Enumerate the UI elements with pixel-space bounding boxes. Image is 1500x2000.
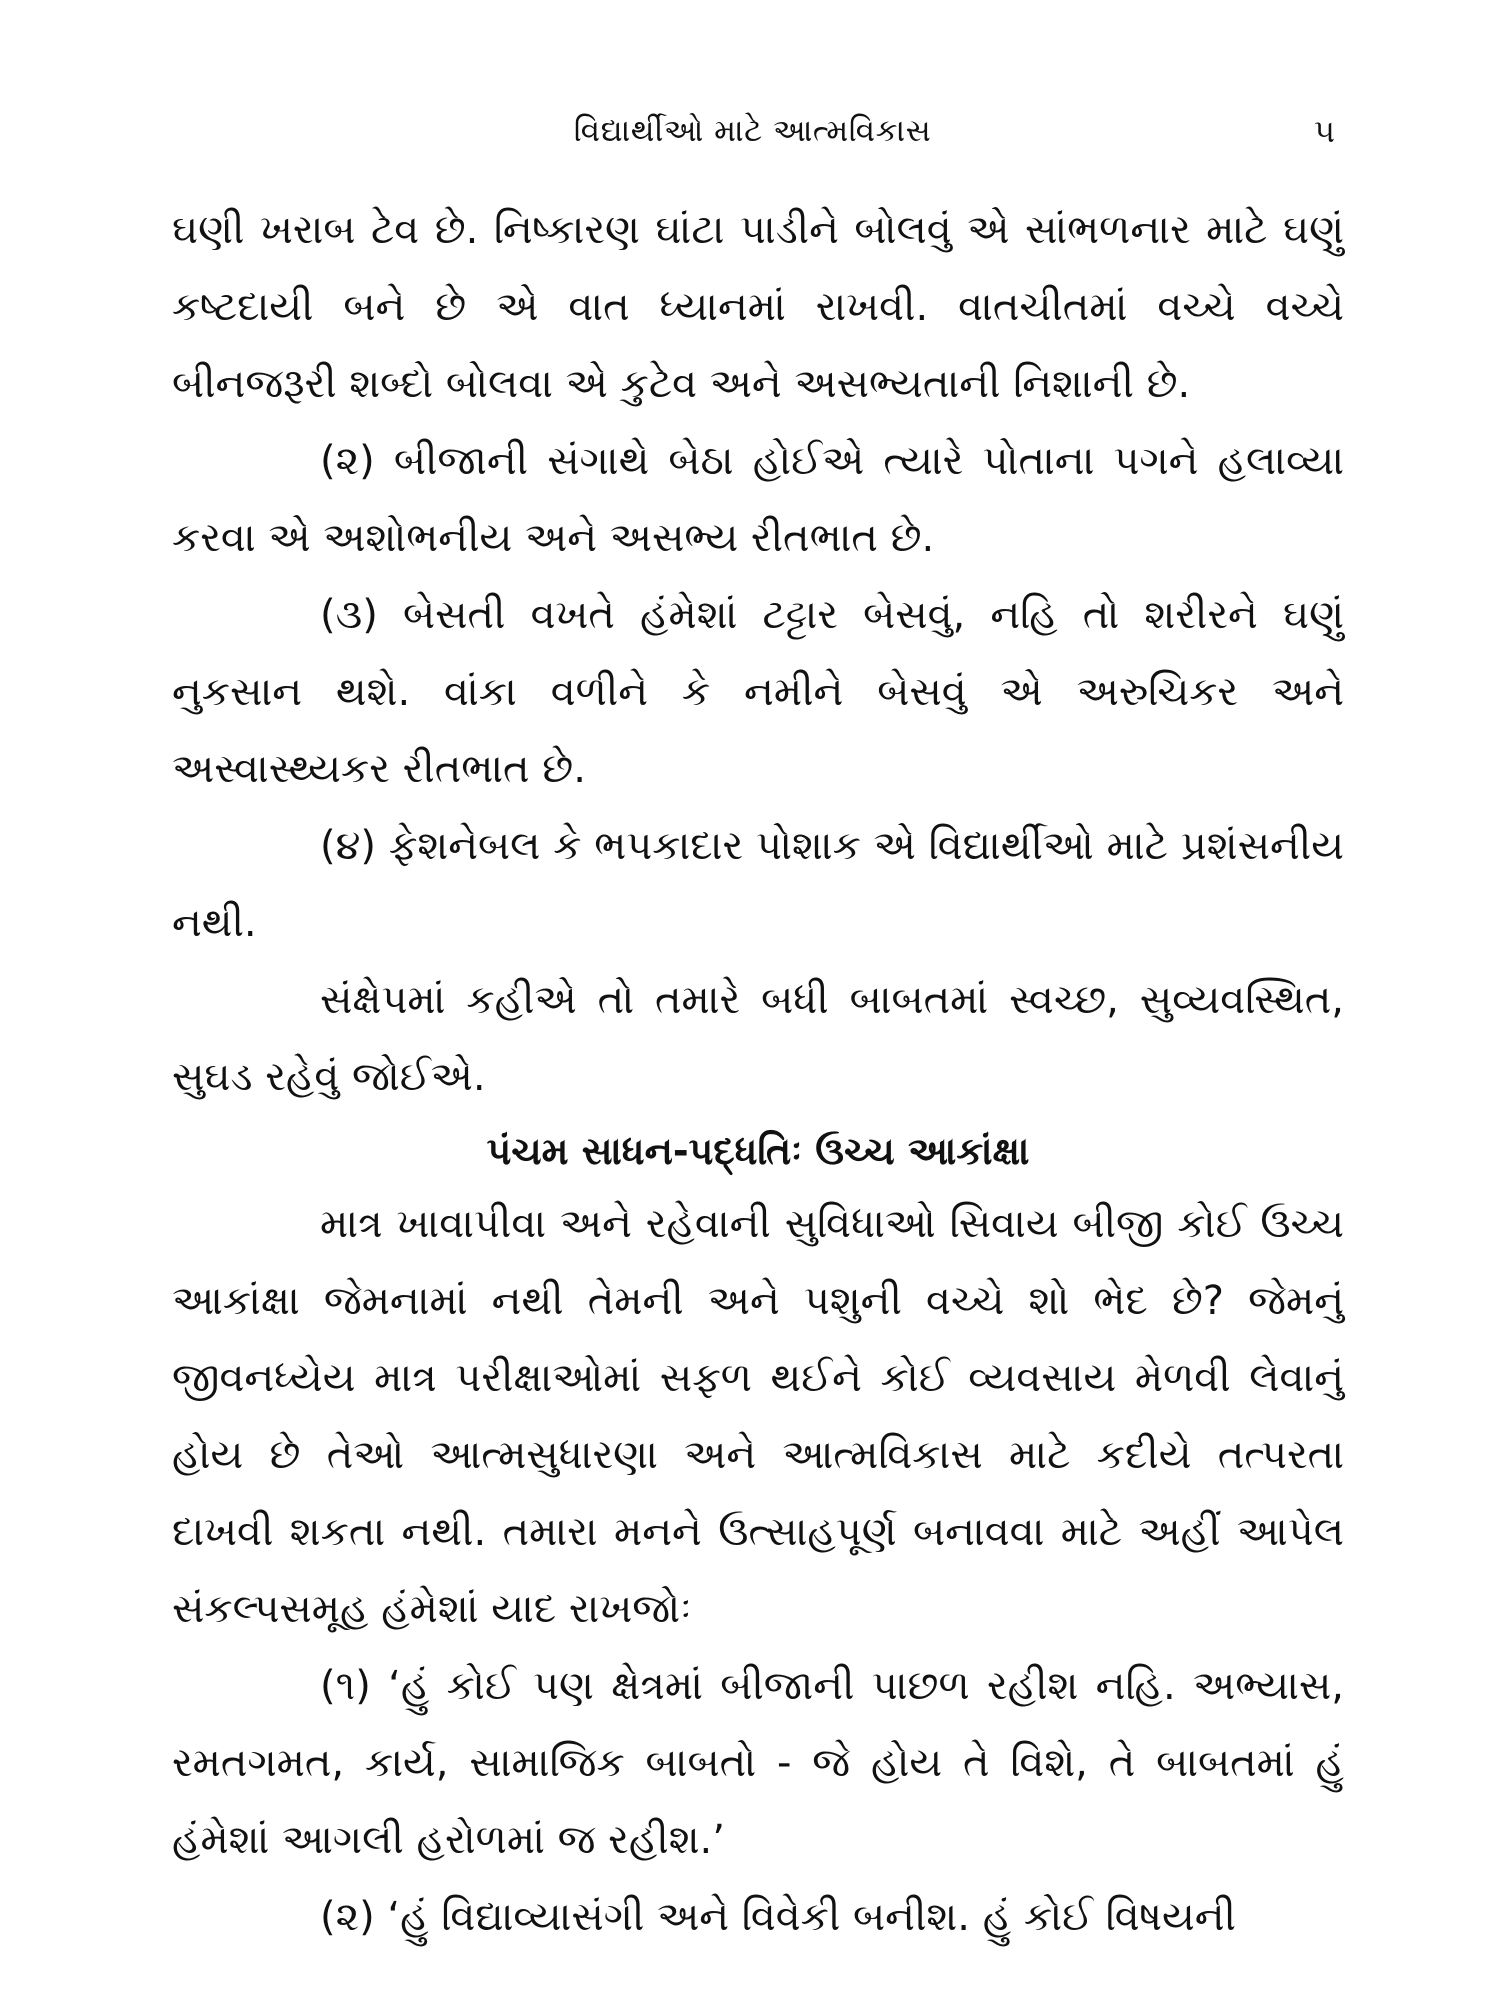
running-title: વિદ્યાર્થીઓ માટે આત્મવિકાસ <box>573 113 932 149</box>
section-heading: પંચમ સાધન-પદ્ધતિઃ ઉચ્ચ આકાંક્ષા <box>486 1129 1030 1173</box>
paragraph: (૪) ફેશનેબલ કે ભપકાદાર પોશાક એ વિદ્યાર્થીઓ માટે પ્રશંસનીય નથી. <box>172 823 1344 946</box>
paragraph: સંક્ષેપમાં કહીએ તો તમારે બધી બાબતમાં સ્વચ્છ, સુવ્યવસ્થિત, સુઘડ રહેવું જોઈએ. <box>172 977 1344 1100</box>
running-header <box>170 106 1335 156</box>
paragraph: (૨) ‘હું વિદ્યાવ્યાસંગી અને વિવેકી બનીશ. હું કોઈ વિષયની <box>320 1894 1236 1940</box>
paragraph: માત્ર ખાવાપીવા અને રહેવાની સુવિધાઓ સિવાય બીજી કોઈ ઉચ્ચ આકાંક્ષા જેમનામાં નથી તેમની અને પશુની વચ્ચે શો ભેદ છે? જેમનું જીવનધ્યેય માત્ર પરીક્ષાઓમાં સફળ થઈને કોઈ વ્યવસાય મેળવી લેવાનું હોય છે તેઓ આત્મસુધારણા અને આત્મવિકાસ માટે કદીયે તત્પરતા દાખવી શકતા નથી. તમારા મનને ઉત્સાહપૂર્ણ બનાવવા માટે અહીં આપેલ સંકલ્પસમૂહ હંમેશાં યાદ રાખજોઃ <box>172 1201 1344 1632</box>
paragraph: (૨) બીજાની સંગાથે બેઠા હોઈએ ત્યારે પોતાના પગને હલાવ્યા કરવા એ અશોભનીય અને અસભ્ય રીતભાત છે. <box>172 438 1344 561</box>
paragraph: (૧) ‘હું કોઈ પણ ક્ષેત્રમાં બીજાની પાછળ રહીશ નહિ. અભ્યાસ, રમતગમત, કાર્ય, સામાજિક બાબતો - જે હોય તે વિશે, તે બાબતમાં હું હંમેશાં આગલી હરોળમાં જ રહીશ.’ <box>172 1663 1344 1863</box>
paragraph: ઘણી ખરાબ ટેવ છે. નિષ્કારણ ઘાંટા પાડીને બોલવું એ સાંભળનાર માટે ઘણું કષ્ટદાયી બને છે એ વાત ધ્યાનમાં રાખવી. વાતચીતમાં વચ્ચે વચ્ચે બીનજરૂરી શબ્દો બોલવા એ કુટેવ અને અસભ્યતાની નિશાની છે. <box>172 207 1344 407</box>
page-number: ૫ <box>1313 112 1335 150</box>
body-text <box>172 192 1344 1956</box>
paragraph: (૩) બેસતી વખતે હંમેશાં ટટ્ટાર બેસવું, નહિ તો શરીરને ઘણું નુકસાન થશે. વાંકા વળીને કે નમીને બેસવું એ અરુચિકર અને અસ્વાસ્થ્યકર રીતભાત છે. <box>172 592 1344 792</box>
